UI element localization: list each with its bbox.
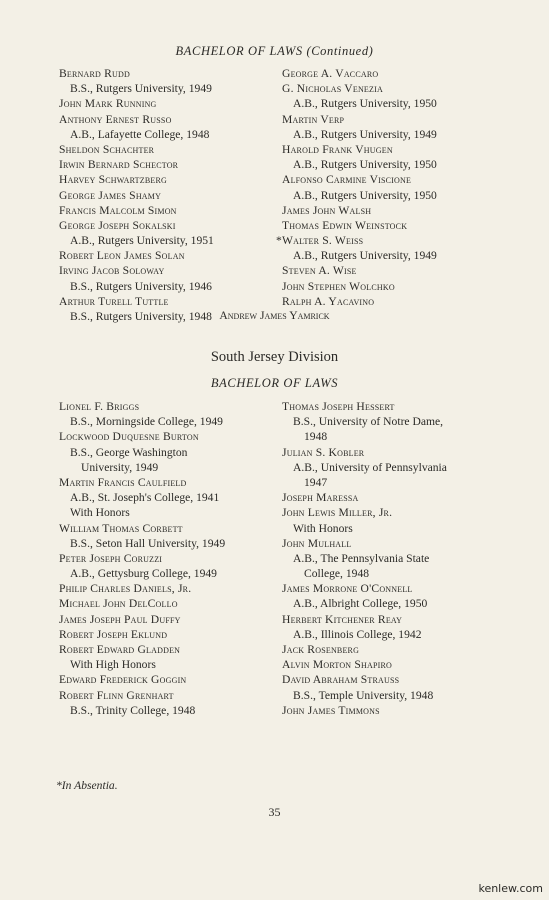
- graduate-name: [282, 657, 447, 672]
- graduate-name: [282, 112, 437, 127]
- graduate-name: [282, 172, 437, 187]
- graduate-credential-text: B.S., Rutgers University, 1948: [70, 310, 212, 323]
- graduate-name-text: James John Walsh: [282, 203, 372, 217]
- graduate-credential: [282, 460, 447, 475]
- graduate-name: [282, 612, 447, 627]
- running-head: BACHELOR OF LAWS (Continued): [175, 44, 374, 58]
- left-column-continued: [59, 66, 214, 324]
- graduate-name: [59, 263, 214, 278]
- graduate-credential-text: A.B., Rutgers University, 1949: [293, 127, 437, 141]
- graduate-name: [282, 642, 447, 657]
- graduate-name-text: Robert Joseph Eklund: [59, 627, 168, 641]
- graduate-credential-text: College, 1948: [304, 567, 370, 581]
- graduate-credential: [282, 475, 447, 490]
- graduate-name-text: Herbert Kitchener Reay: [282, 612, 403, 626]
- graduate-credential-text: A.B., Illinois College, 1942: [293, 627, 422, 641]
- graduate-credential: [282, 551, 447, 566]
- graduate-name: [59, 627, 225, 642]
- graduate-name: [282, 445, 447, 460]
- graduate-credential: [59, 703, 225, 718]
- graduate-name-text: Martin Verp: [282, 112, 345, 126]
- graduate-name-text: Joseph Maressa: [282, 491, 359, 505]
- graduate-credential: [59, 505, 225, 520]
- graduate-name: [59, 157, 214, 172]
- graduate-name-text: George James Shamy: [59, 188, 162, 202]
- graduate-name: [59, 642, 225, 657]
- watermark: kenlew.com: [478, 882, 543, 895]
- graduate-credential-text: A.B., University of Pennsylvania: [293, 460, 447, 474]
- graduate-name: [59, 551, 225, 566]
- graduate-name-text: Francis Malcolm Simon: [59, 203, 177, 217]
- graduate-name: [59, 66, 214, 81]
- graduate-credential-text: A.B., St. Joseph's College, 1941: [70, 491, 220, 505]
- section-subtitle: BACHELOR OF LAWS: [210, 376, 339, 390]
- graduate-name-text: John Stephen Wolchko: [282, 279, 395, 293]
- graduate-name: [282, 490, 447, 505]
- graduate-name-text: Arthur Turell Tuttle: [59, 294, 169, 308]
- graduate-name-text: Robert Leon James Solan: [59, 249, 185, 263]
- graduate-name: [59, 688, 225, 703]
- graduate-credential: [59, 657, 225, 672]
- graduate-name: [282, 66, 437, 81]
- graduate-name-text: Irving Jacob Soloway: [59, 264, 165, 278]
- centered-name: Andrew James Yamrick: [219, 309, 330, 322]
- graduate-credential: [282, 688, 447, 703]
- graduate-credential-text: B.S., Trinity College, 1948: [70, 703, 196, 717]
- graduate-name: [59, 399, 225, 414]
- graduate-credential-text: With Honors: [293, 521, 353, 535]
- graduate-credential-text: B.S., Seton Hall University, 1949: [70, 536, 226, 550]
- graduate-name-text: Martin Francis Caulfield: [59, 475, 187, 489]
- graduate-name-text: Robert Edward Gladden: [59, 643, 181, 656]
- graduate-credential-text: 1948: [304, 430, 328, 444]
- graduate-name: [282, 218, 437, 233]
- graduate-name-text: John Mulhall: [282, 536, 352, 550]
- graduate-credential-text: A.B., The Pennsylvania State: [293, 551, 430, 565]
- graduate-name-text: Thomas Joseph Hessert: [282, 400, 395, 413]
- graduate-credential: [282, 188, 437, 203]
- graduate-credential: [282, 127, 437, 142]
- page-number: 35: [268, 805, 281, 819]
- graduate-name-text: Lionel F. Briggs: [59, 400, 140, 413]
- graduate-name-text: Michael John DelCollo: [59, 597, 178, 611]
- graduate-credential: [59, 81, 214, 96]
- graduate-name-text: David Abraham Strauss: [282, 673, 400, 687]
- graduate-name: [59, 521, 225, 536]
- graduate-name: [59, 112, 214, 127]
- graduate-name-text: Walter S. Weiss: [282, 234, 364, 248]
- graduate-credential: [282, 566, 447, 581]
- graduate-name-text: Irwin Bernard Schector: [59, 158, 179, 172]
- graduate-name: [276, 233, 437, 248]
- graduate-name: [59, 203, 214, 218]
- right-column-south-jersey: [282, 399, 447, 718]
- graduate-credential-text: A.B., Rutgers University, 1950: [293, 188, 437, 202]
- graduate-name-text: Steven A. Wise: [282, 264, 357, 278]
- graduate-credential-text: B.S., University of Notre Dame,: [293, 415, 444, 429]
- graduate-name: [282, 581, 447, 596]
- graduate-credential-text: With High Honors: [70, 658, 156, 672]
- graduate-name-text: John Mark Running: [59, 97, 157, 111]
- graduate-name-text: Julian S. Kobler: [282, 445, 365, 459]
- graduate-credential-text: B.S., Rutgers University, 1946: [70, 279, 212, 293]
- graduate-name-text: Sheldon Schachter: [59, 142, 155, 156]
- graduate-name-text: William Thomas Corbett: [59, 521, 183, 535]
- graduate-name: [282, 703, 447, 718]
- graduate-credential-text: A.B., Rutgers University, 1950: [293, 158, 437, 172]
- graduate-credential: [59, 460, 225, 475]
- graduate-credential: [282, 96, 437, 111]
- graduate-name-text: Philip Charles Daniels, Jr.: [59, 582, 192, 596]
- graduate-credential-text: B.S., George Washington: [70, 445, 188, 459]
- graduate-credential: [282, 248, 437, 263]
- graduate-credential-text: 1947: [304, 475, 328, 489]
- graduate-credential-text: A.B., Rutgers University, 1951: [70, 234, 214, 248]
- graduate-credential-text: B.S., Temple University, 1948: [293, 688, 434, 702]
- graduate-credential-text: A.B., Gettysburg College, 1949: [70, 567, 217, 581]
- graduate-credential: [282, 596, 447, 611]
- graduate-name-text: Harvey Schwartzberg: [59, 173, 167, 187]
- graduate-name-text: James Morrone O'Connell: [282, 582, 413, 596]
- graduate-credential-text: B.S., Rutgers University, 1949: [70, 82, 212, 96]
- in-absentia-marker: *: [276, 234, 282, 248]
- graduate-credential-text: University, 1949: [81, 460, 159, 474]
- graduate-name: [59, 612, 225, 627]
- graduate-name: [282, 263, 437, 278]
- graduate-name: [282, 399, 447, 414]
- graduate-name-text: Ralph A. Yacavino: [282, 294, 375, 308]
- graduate-name: [59, 172, 214, 187]
- graduate-credential-text: A.B., Lafayette College, 1948: [70, 127, 210, 141]
- graduate-name: [59, 142, 214, 157]
- graduate-credential-text: A.B., Albright College, 1950: [293, 597, 428, 611]
- graduate-name: [282, 672, 447, 687]
- graduate-name: [59, 672, 225, 687]
- graduate-name: [282, 536, 447, 551]
- section-title: South Jersey Division: [210, 349, 339, 365]
- graduate-credential: [282, 429, 447, 444]
- graduate-credential: [282, 157, 437, 172]
- graduate-name-text: G. Nicholas Venezia: [282, 82, 383, 96]
- graduate-credential-text: A.B., Rutgers University, 1950: [293, 97, 437, 111]
- graduate-name: [282, 294, 437, 309]
- graduate-credential: [59, 536, 225, 551]
- graduate-name-text: Bernard Rudd: [59, 67, 130, 80]
- graduate-name-text: Anthony Ernest Russo: [59, 112, 172, 126]
- graduate-credential: [59, 279, 214, 294]
- graduate-name: [59, 96, 214, 111]
- graduate-name-text: Jack Rosenberg: [282, 643, 360, 656]
- graduate-name: [59, 475, 225, 490]
- right-column-continued: [276, 66, 437, 309]
- graduate-name: [59, 248, 214, 263]
- footnote: *In Absentia.: [56, 779, 118, 792]
- graduate-credential: [59, 414, 225, 429]
- graduate-name-text: John Lewis Miller, Jr.: [282, 506, 393, 520]
- graduate-name: [282, 81, 437, 96]
- graduate-name: [59, 218, 214, 233]
- graduate-name: [282, 142, 437, 157]
- graduate-name: [59, 596, 225, 611]
- graduate-name-text: Lockwood Duquesne Burton: [59, 430, 199, 444]
- graduate-name-text: Edward Frederick Goggin: [59, 673, 187, 687]
- graduate-name: [282, 279, 437, 294]
- graduate-name: [59, 294, 214, 309]
- graduate-name-text: George Joseph Sokalski: [59, 218, 176, 232]
- graduate-credential: [282, 414, 447, 429]
- graduate-credential: [282, 627, 447, 642]
- graduate-name-text: Harold Frank Vhugen: [282, 142, 393, 156]
- graduate-name-text: John James Timmons: [282, 703, 380, 717]
- graduate-name-text: Thomas Edwin Weinstock: [282, 218, 408, 232]
- graduate-name-text: George A. Vaccaro: [282, 67, 379, 80]
- graduate-credential: [59, 445, 225, 460]
- graduate-name: [59, 188, 214, 203]
- graduate-credential: [59, 233, 214, 248]
- graduate-name-text: Alvin Morton Shapiro: [282, 658, 393, 672]
- graduate-credential: [282, 521, 447, 536]
- graduate-name: [59, 429, 225, 444]
- left-column-south-jersey: [59, 399, 225, 718]
- graduate-credential: [59, 490, 225, 505]
- graduate-credential-text: With Honors: [70, 506, 130, 520]
- graduate-name: [282, 203, 437, 218]
- graduate-name-text: Robert Flinn Grenhart: [59, 688, 174, 702]
- graduate-name-text: Peter Joseph Coruzzi: [59, 551, 163, 565]
- graduate-credential: [59, 127, 214, 142]
- graduate-name: [282, 505, 447, 520]
- graduate-name: [59, 581, 225, 596]
- graduate-name-text: James Joseph Paul Duffy: [59, 612, 181, 626]
- graduate-credential: [59, 566, 225, 581]
- graduate-credential-text: B.S., Morningside College, 1949: [70, 415, 223, 429]
- graduate-credential-text: A.B., Rutgers University, 1949: [293, 249, 437, 263]
- graduate-name-text: Alfonso Carmine Viscione: [282, 173, 412, 187]
